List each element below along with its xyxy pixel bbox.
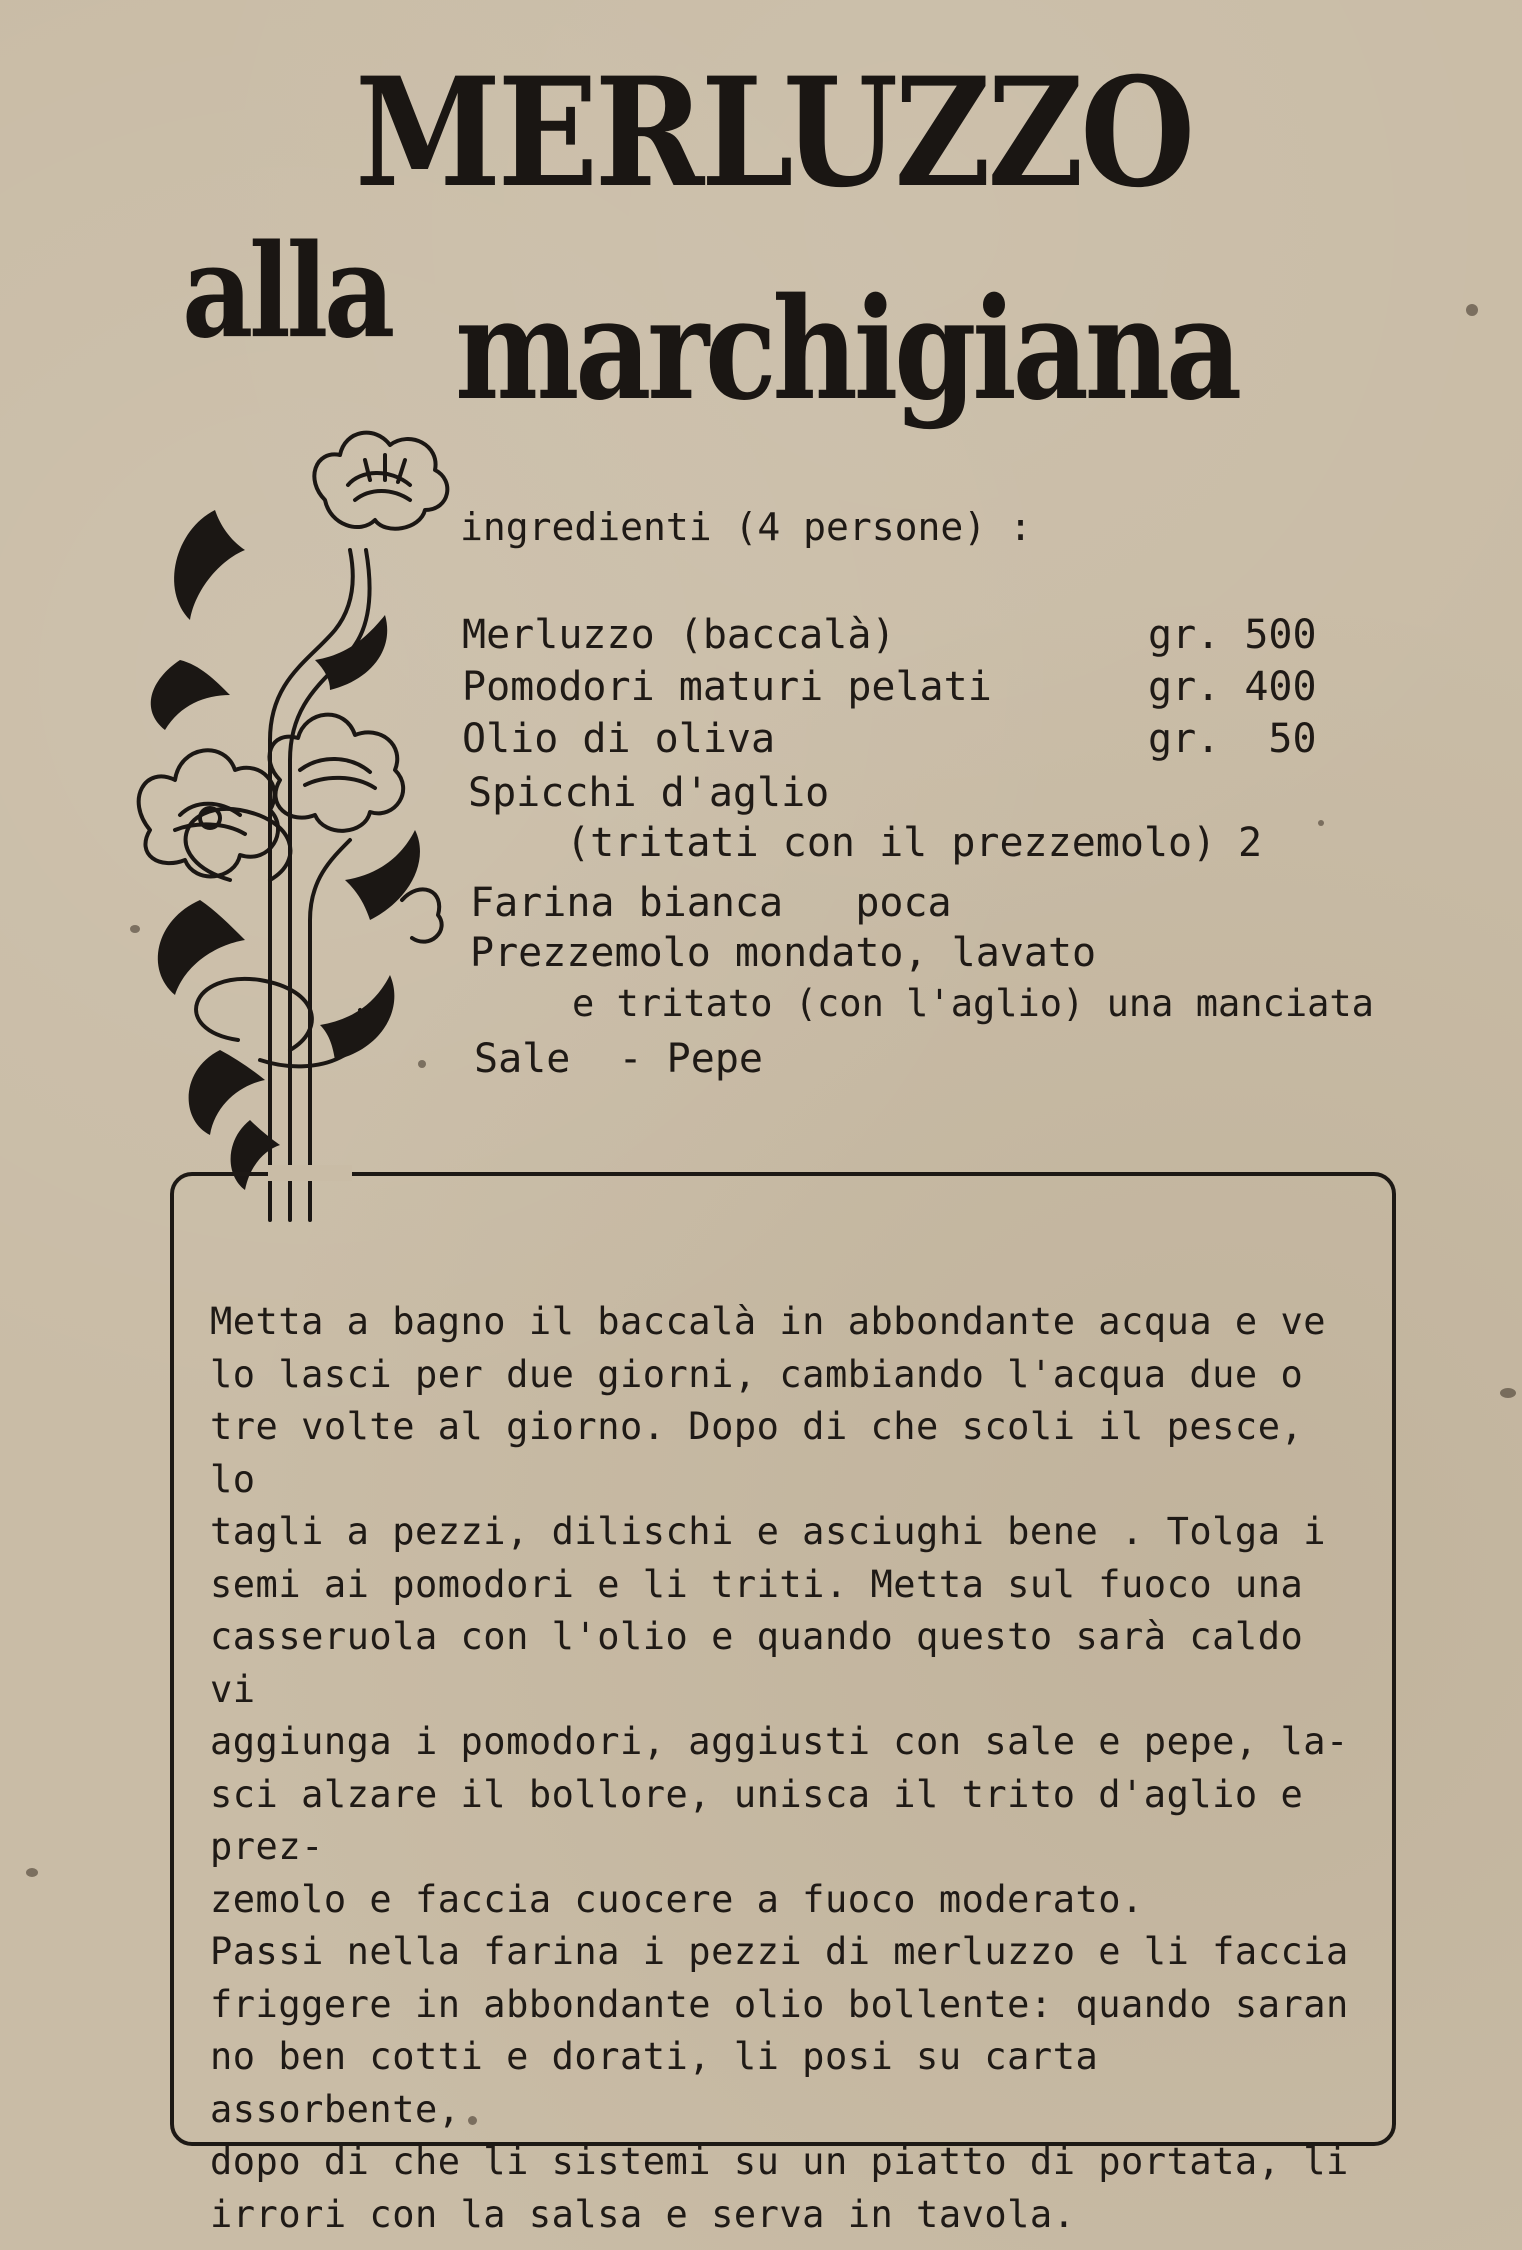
ingredient-name: Sale - Pepe — [474, 1036, 763, 1082]
ingredient-qty: gr. 50 — [1148, 716, 1317, 762]
ingredient-qty: gr. 500 — [1148, 612, 1317, 658]
ingredient-name: Pomodori maturi pelati — [462, 664, 992, 710]
ingredient-name: Spicchi d'aglio — [468, 770, 830, 816]
leaf-icon — [189, 1050, 265, 1135]
poppy-flower-illustration — [120, 360, 460, 1230]
leaf-icon — [320, 975, 394, 1060]
paper-speck — [1500, 1388, 1516, 1398]
ingredient-qty: 2 — [1238, 820, 1263, 866]
ingredient-name: Prezzemolo mondato, lavato — [470, 930, 1097, 976]
paper-speck — [1466, 304, 1478, 316]
ingredient-name: e tritato (con l'aglio) una manciata — [572, 982, 1374, 1025]
leaf-icon — [345, 830, 420, 920]
poppy-top-icon — [314, 433, 447, 529]
recipe-title-alla: alla — [182, 217, 392, 367]
paper-speck — [26, 1868, 38, 1877]
frame-gap — [268, 1165, 352, 1181]
ingredients-heading: ingredienti (4 persone) : — [460, 505, 1032, 549]
method-text: Metta a bagno il baccalà in abbondante acqua e ve lo lasci per due giorni, cambiando l'acqua due o tre volte al giorno. Dopo di che scoli il pesce, lo tagli a pezzi, dilischi e asciughi bene . Tolga i semi ai pomodori e li triti. Metta sul fuoco una casseruola con l'olio e quando questo sarà caldo vi aggiunga i pomodori, aggiusti con sale e pepe, la- sci alzare il bollore, unisca il trito d'aglio e prez- zemolo e faccia cuocere a fuoco moderato. Passi nella farina i pezzi di merluzzo e li faccia friggere in abbondante olio bollente: quando saran no ben cotti e dorati, li posi su carta assorbente, dopo di che li sistemi su un piatto di portata, li irrori con la salsa e serva in tavola. — [210, 1300, 1349, 2236]
leaf-icon — [174, 510, 245, 620]
ingredient-qty: gr. 400 — [1148, 664, 1317, 710]
recipe-title-main: MERLUZZO — [355, 45, 1192, 221]
ingredient-name: Olio di oliva — [462, 716, 776, 762]
recipe-title-region: marchigiana — [455, 268, 1238, 432]
ingredient-name: Farina bianca poca — [470, 880, 952, 926]
paper-speck — [1318, 820, 1324, 826]
poppy-bud-icon — [402, 889, 442, 941]
ingredient-name: Merluzzo (baccalà) — [462, 612, 896, 658]
ingredient-name: (tritati con il prezzemolo) — [566, 820, 1217, 866]
leaf-icon — [151, 660, 230, 730]
